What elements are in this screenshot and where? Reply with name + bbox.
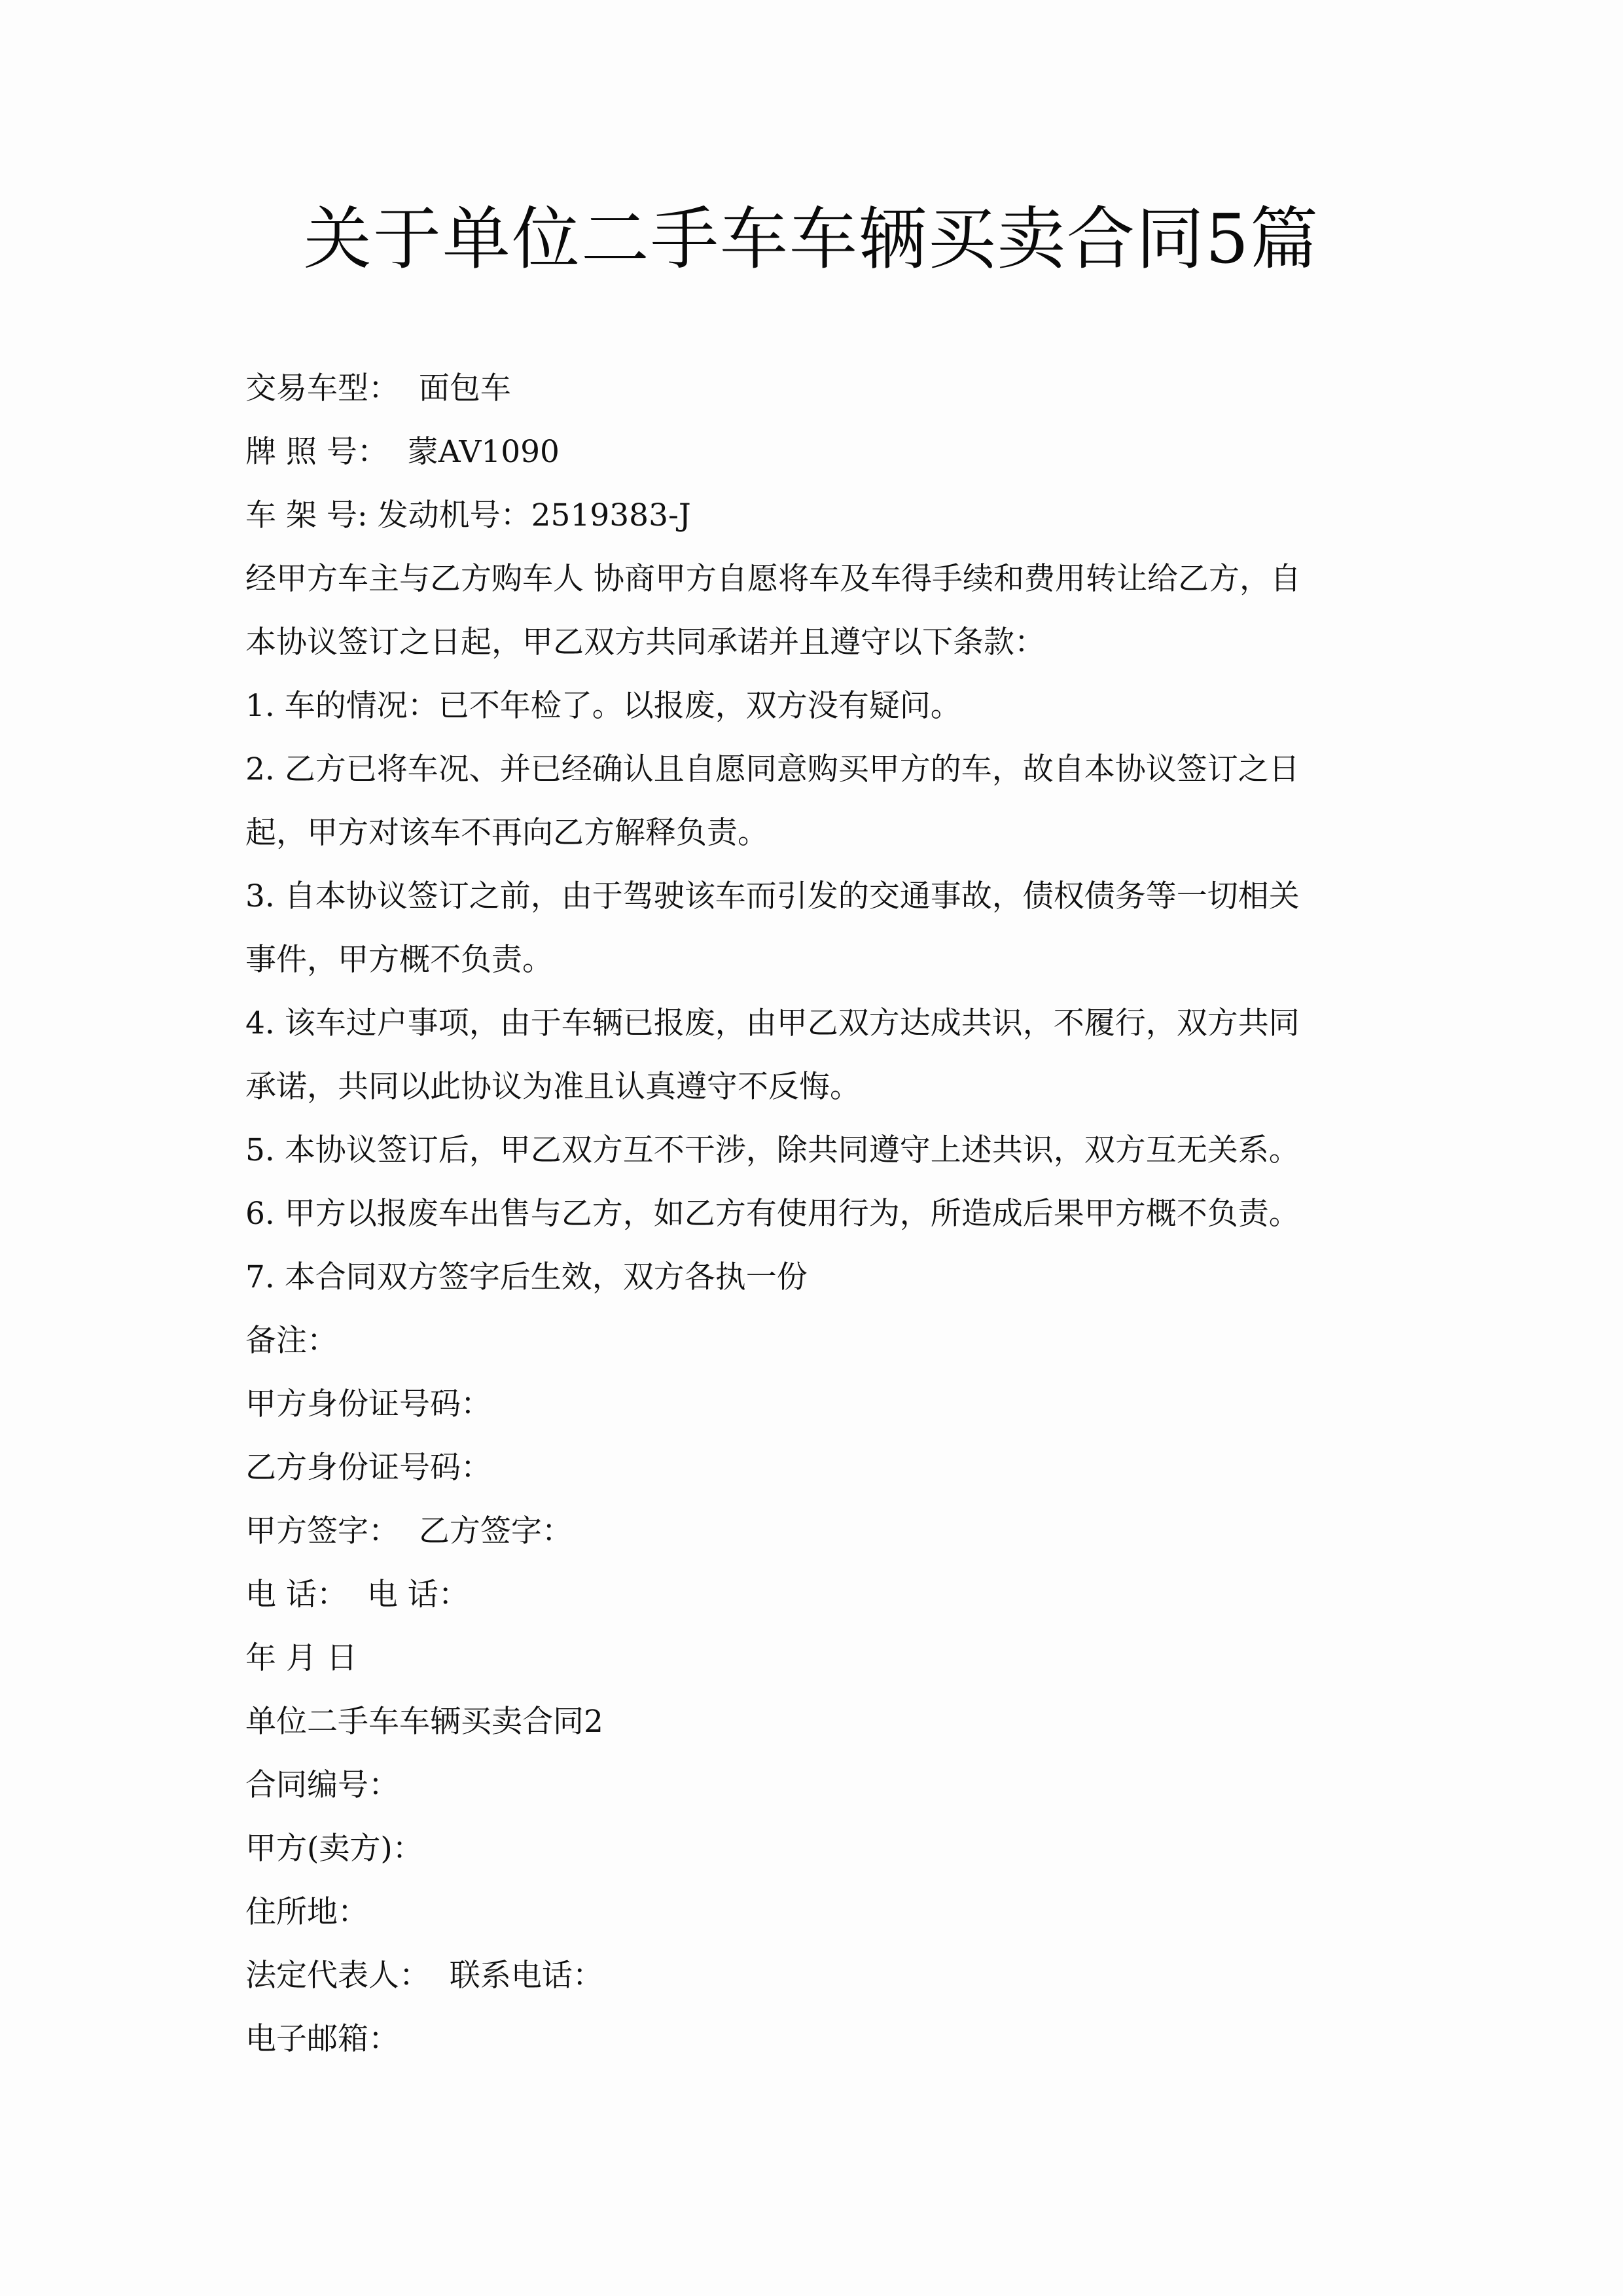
phones-line: 电 话： 电 话： [245, 1577, 469, 1613]
party-a-id-label: 甲方身份证号码： [245, 1386, 491, 1422]
contract-2-heading: 单位二手车车辆买卖合同2 [245, 1704, 603, 1740]
remarks-label: 备注： [245, 1323, 338, 1359]
date-line: 年 月 日 [245, 1640, 357, 1676]
email-label: 电子邮箱： [245, 2021, 399, 2057]
clause-3-line-2: 事件，甲方概不负责。 [245, 942, 553, 978]
signatures-line: 甲方签字： 乙方签字： [245, 1513, 573, 1549]
clause-4-line-1: 4. 该车过户事项，由于车辆已报废，由甲乙双方达成共识，不履行，双方共同 [245, 1005, 1300, 1041]
clause-6: 6. 甲方以报废车出售与乙方，如乙方有使用行为，所造成后果甲方概不负责。 [245, 1196, 1300, 1232]
preamble-line-2: 本协议签订之日起，甲乙双方共同承诺并且遵守以下条款： [245, 624, 1045, 660]
clause-5: 5. 本协议签订后，甲乙双方互不干涉，除共同遵守上述共识，双方互无关系。 [245, 1132, 1300, 1168]
party-a-seller-label: 甲方(卖方)： [245, 1831, 423, 1867]
document-title: 关于单位二手车车辆买卖合同5篇 [303, 199, 1320, 279]
clause-2-line-1: 2. 乙方已将车况、并已经确认且自愿同意购买甲方的车，故自本协议签订之日 [245, 751, 1300, 787]
frame-engine-number-line: 车 架 号: 发动机号：2519383-J [245, 497, 691, 533]
address-label: 住所地： [245, 1894, 368, 1930]
clause-7: 7. 本合同双方签字后生效，双方各执一份 [245, 1259, 808, 1295]
preamble-line-1: 经甲方车主与乙方购车人 协商甲方自愿将车及车得手续和费用转让给乙方，自 [245, 561, 1301, 597]
vehicle-type-line: 交易车型： 面包车 [245, 370, 511, 406]
license-plate-line: 牌 照 号： 蒙AV1090 [245, 434, 560, 470]
clause-2-line-2: 起，甲方对该车不再向乙方解释负责。 [245, 815, 768, 851]
clause-3-line-1: 3. 自本协议签订之前，由于驾驶该车而引发的交通事故，债权债务等一切相关 [245, 878, 1300, 914]
document-body [245, 357, 1384, 2071]
contract-number-label: 合同编号： [245, 1767, 399, 1803]
clause-1: 1. 车的情况：已不年检了。以报废，双方没有疑问。 [245, 688, 961, 724]
clause-4-line-2: 承诺，共同以此协议为准且认真遵守不反悔。 [245, 1069, 861, 1105]
legal-rep-phone-line: 法定代表人： 联系电话： [245, 1958, 603, 1994]
party-b-id-label: 乙方身份证号码： [245, 1450, 491, 1486]
